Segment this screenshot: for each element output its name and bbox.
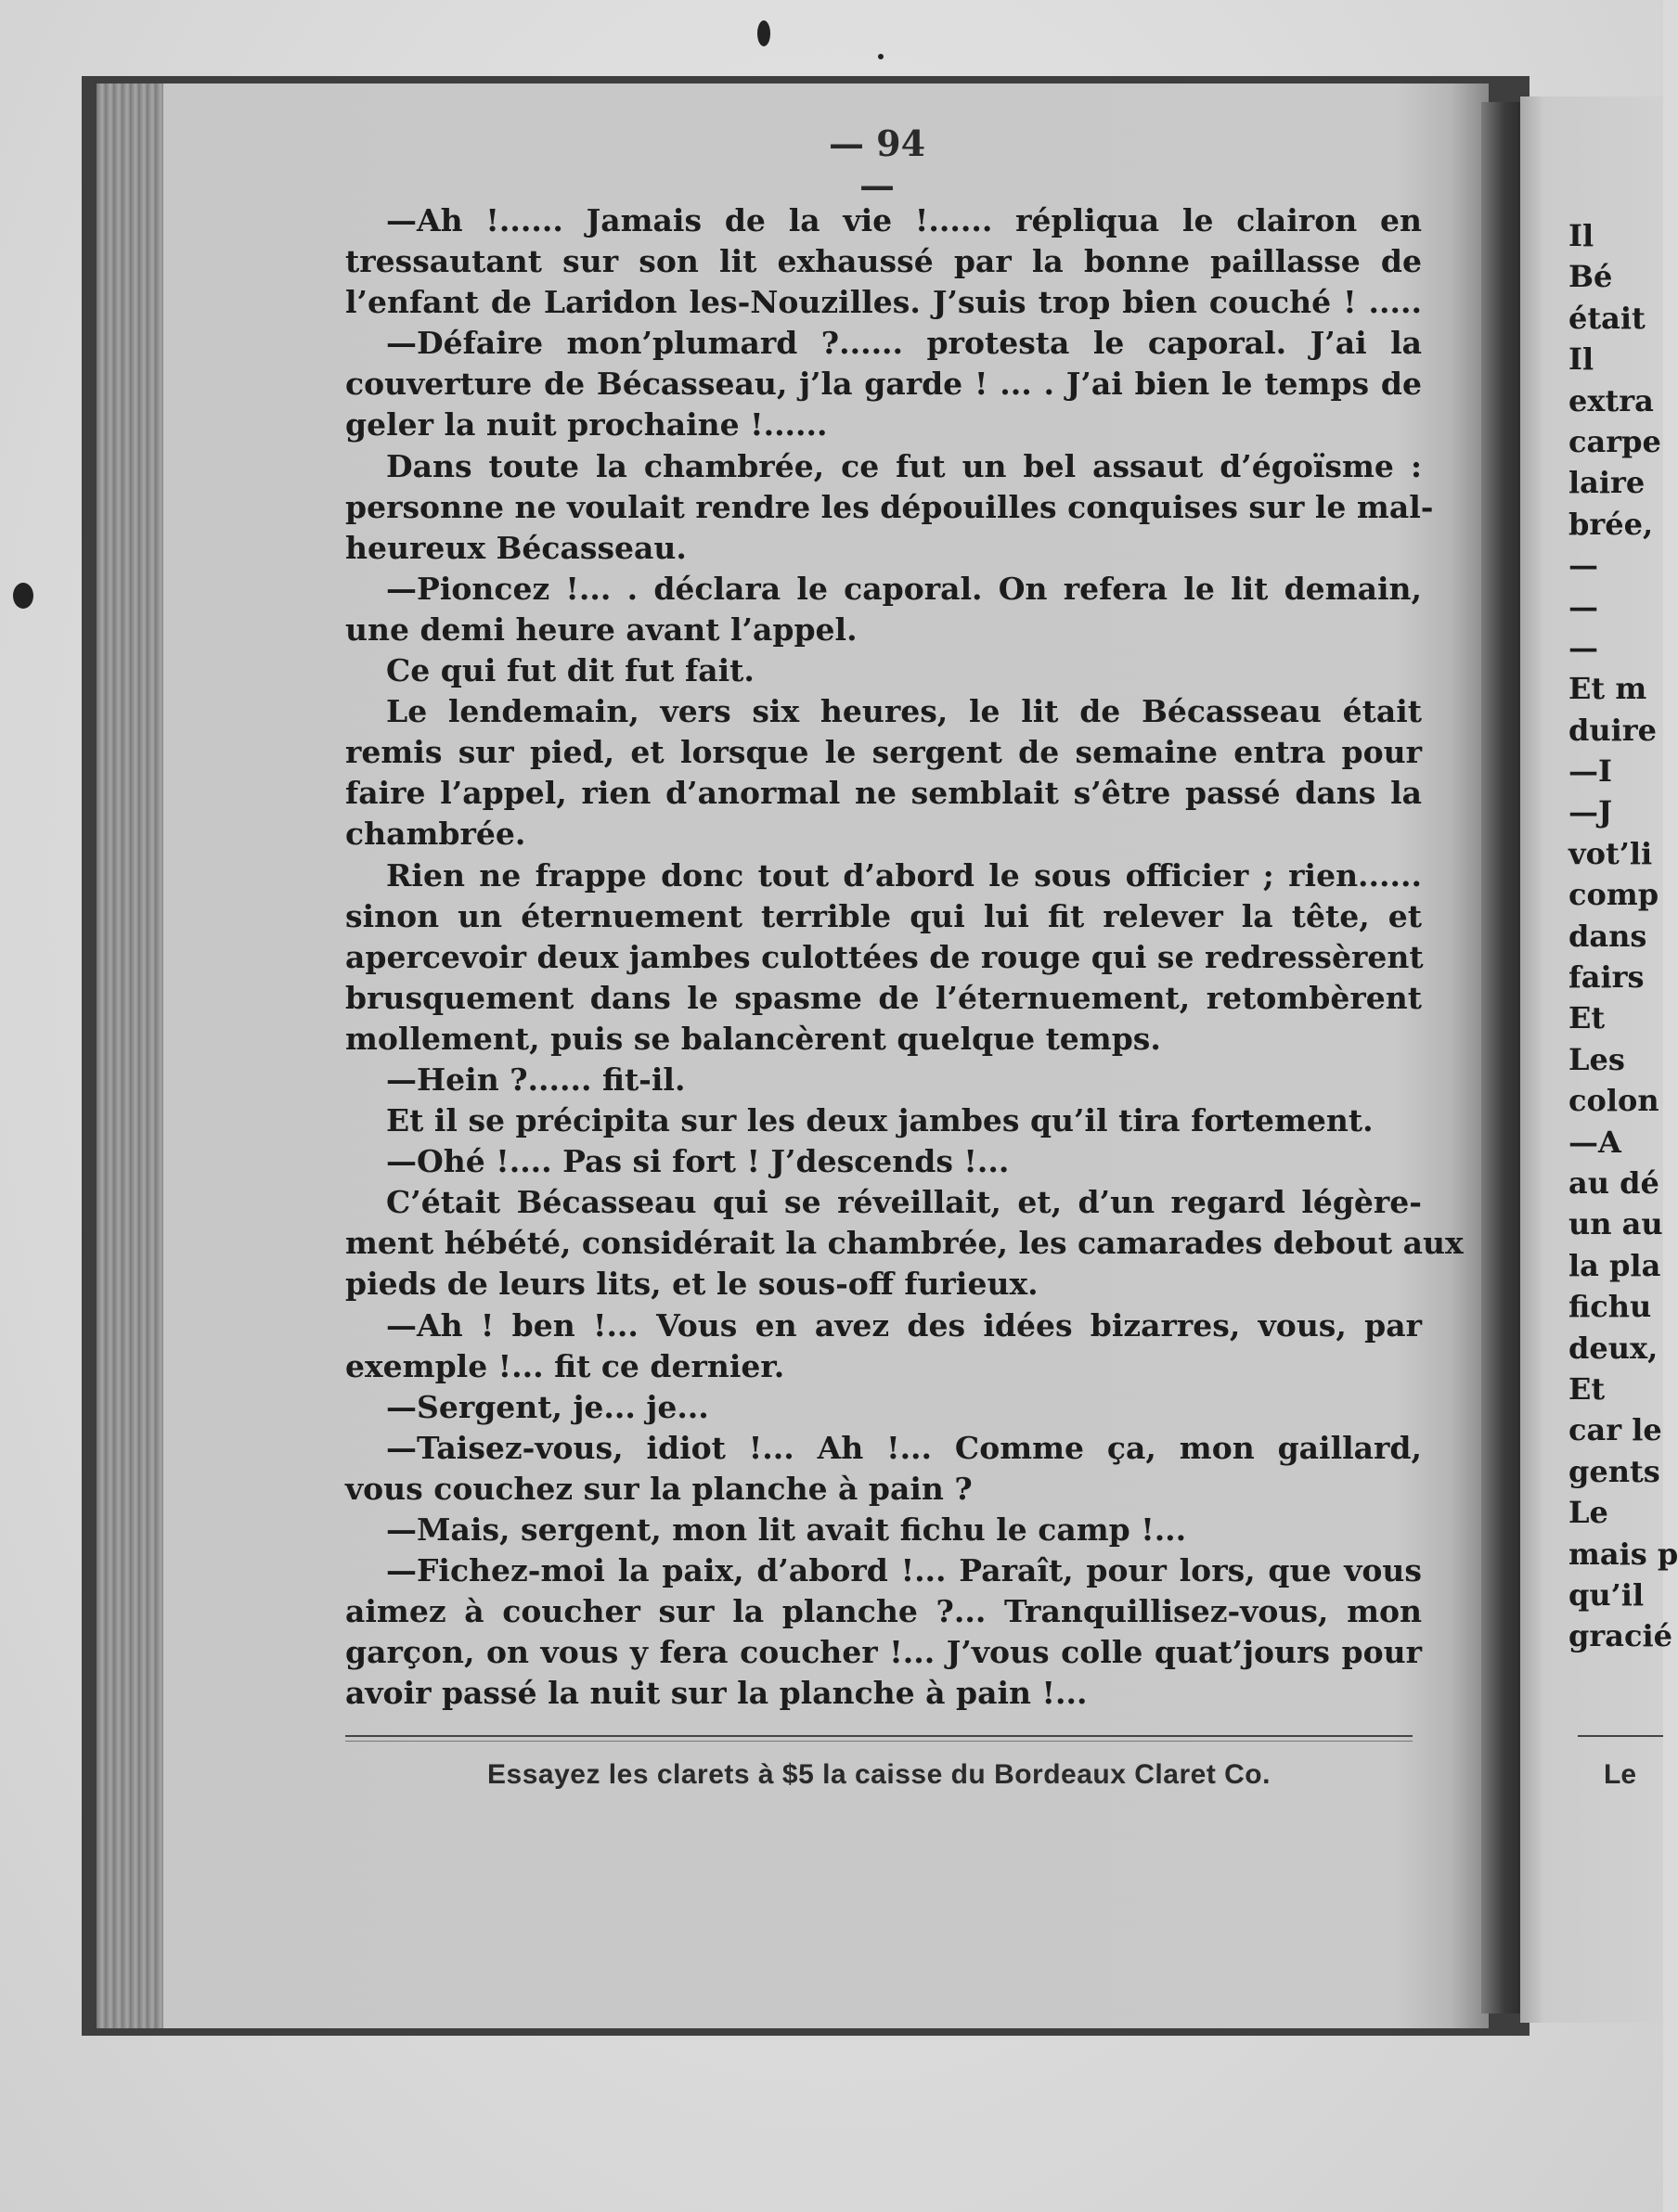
text-line: couverture de Bécasseau, j’la garde ! ... . J’ai bien le temps de xyxy=(345,366,1422,403)
text-line: geler la nuit prochaine !...... xyxy=(345,406,828,444)
right-page-line: un au xyxy=(1568,1206,1663,1242)
scan-speck xyxy=(878,54,884,59)
right-page-line: — xyxy=(1568,588,1598,624)
right-page-line: deux, xyxy=(1568,1330,1659,1366)
text-line: exemple !... fit ce dernier. xyxy=(345,1347,785,1384)
text-line: C’était Bécasseau qui se réveillait, et, d’un regard légère- xyxy=(386,1184,1422,1221)
right-page-line: Les xyxy=(1568,1041,1625,1077)
right-page-line: qu’il xyxy=(1568,1576,1645,1613)
right-page-line: au dé xyxy=(1568,1164,1659,1201)
text-line: heureux Bécasseau. xyxy=(345,529,687,566)
text-line: aimez à coucher sur la planche ?... Tranquillisez-vous, mon xyxy=(345,1593,1422,1630)
right-page-line: — xyxy=(1568,547,1598,584)
right-page-line: —I xyxy=(1568,753,1612,790)
right-page-line: carpe xyxy=(1568,423,1661,459)
text-line: —Taisez-vous, idiot !... Ah !... Comme ça, mon gaillard, xyxy=(386,1429,1422,1466)
text-line: chambrée. xyxy=(345,816,526,853)
advertisement-footer: Essayez les clarets à $5 la caisse du Bordeaux Claret Co. xyxy=(487,1759,1271,1790)
right-page-line: dans xyxy=(1568,918,1647,954)
text-line: Rien ne frappe donc tout d’abord le sous officier ; rien...... xyxy=(386,856,1422,894)
text-line: ment hébété, considérait la chambrée, les camarades debout aux xyxy=(345,1225,1464,1262)
right-page-line: Et xyxy=(1568,1370,1606,1407)
text-line: —Ah !...... Jamais de la vie !...... répliqua le clairon en xyxy=(386,202,1422,238)
right-page-line: —J xyxy=(1568,794,1613,830)
right-page-line: fichu xyxy=(1568,1289,1652,1325)
right-page-line: laire xyxy=(1568,465,1646,501)
text-line: brusquement dans le spasme de l’éternuement, retombèrent xyxy=(345,979,1422,1016)
text-line: —Ah ! ben !... Vous en avez des idées bizarres, vous, par xyxy=(386,1306,1422,1344)
text-line: une demi heure avant l’appel. xyxy=(345,611,858,648)
text-line: tressautant sur son lit exhaussé par la bonne paillasse de xyxy=(345,243,1422,280)
right-page-line: Il xyxy=(1568,341,1594,378)
text-line: —Sergent, je... je... xyxy=(386,1388,709,1425)
text-line: vous couchez sur la planche à pain ? xyxy=(345,1470,973,1507)
right-page-line: fairs xyxy=(1568,959,1645,996)
text-line: personne ne voulait rendre les dépouilles conquises sur le mal- xyxy=(345,488,1434,525)
text-line: Ce qui fut dit fut fait. xyxy=(386,652,755,689)
right-page-line: car le xyxy=(1568,1412,1662,1448)
text-line: —Hein ?...... fit-il. xyxy=(386,1061,686,1098)
page-stack-edge xyxy=(97,84,163,2028)
scan-speck xyxy=(13,583,33,609)
scan-speck xyxy=(757,20,770,46)
right-footer-rule xyxy=(1578,1735,1663,1737)
page-number: — 94 — xyxy=(828,122,926,206)
right-page-line: mais p xyxy=(1568,1536,1678,1572)
text-line: Le lendemain, vers six heures, le lit de Bécasseau était xyxy=(386,693,1422,730)
right-page-line: était xyxy=(1568,300,1646,336)
text-line: mollement, puis se balancèrent quelque temps. xyxy=(345,1020,1161,1057)
right-page-line: vot’li xyxy=(1568,835,1653,871)
text-line: l’enfant de Laridon les-Nouzilles. J’suis trop bien couché ! ..... xyxy=(345,284,1422,321)
text-line: —Ohé !.... Pas si fort ! J’descends !... xyxy=(386,1143,1010,1180)
right-page-line: Le xyxy=(1568,1495,1608,1531)
right-page-line: colon xyxy=(1568,1083,1659,1119)
footer-rule-thin xyxy=(345,1741,1413,1742)
text-line: faire l’appel, rien d’anormal ne semblait s’être passé dans la xyxy=(345,775,1422,812)
right-page-line: extra xyxy=(1568,382,1654,418)
book-gutter xyxy=(1481,102,1520,2013)
text-line: —Pioncez !... . déclara le caporal. On refera le lit demain, xyxy=(386,570,1422,607)
right-page-line: la pla xyxy=(1568,1247,1661,1283)
right-page-line: Et xyxy=(1568,1000,1606,1036)
right-page-line: —A xyxy=(1568,1124,1621,1160)
text-line: garçon, on vous y fera coucher !... J’vous colle quat’jours pour xyxy=(345,1634,1422,1671)
text-line: pieds de leurs lits, et le sous-off furieux. xyxy=(345,1266,1039,1303)
body-text xyxy=(345,200,1464,1714)
text-line: —Défaire mon’plumard ?...... protesta le caporal. J’ai la xyxy=(386,325,1422,362)
right-page-text-fragment xyxy=(1568,215,1678,1657)
right-page-line: gracié xyxy=(1568,1618,1672,1654)
text-line: —Fichez-moi la paix, d’abord !... Paraît, pour lors, que vous xyxy=(386,1552,1422,1589)
right-page-line: duire xyxy=(1568,712,1658,748)
text-line: avoir passé la nuit sur la planche à pain !... xyxy=(345,1675,1088,1712)
right-page-line: brée, xyxy=(1568,506,1654,542)
footer-rule xyxy=(345,1735,1413,1737)
right-advertisement-fragment: Le xyxy=(1604,1759,1637,1790)
text-line: —Mais, sergent, mon lit avait fichu le camp !... xyxy=(386,1511,1187,1548)
right-page-line: Il xyxy=(1568,218,1594,253)
right-page-line: gents xyxy=(1568,1453,1660,1489)
right-page-line: — xyxy=(1568,629,1598,665)
text-line: Et il se précipita sur les deux jambes qu’il tira fortement. xyxy=(386,1102,1374,1139)
right-page-line: comp xyxy=(1568,877,1659,913)
text-line: apercevoir deux jambes culottées de rouge qui se redressèrent xyxy=(345,938,1424,975)
right-page-line: Et m xyxy=(1568,671,1647,707)
text-line: Dans toute la chambrée, ce fut un bel assaut d’égoïsme : xyxy=(386,447,1422,484)
right-page-line: Bé xyxy=(1568,259,1613,295)
text-line: remis sur pied, et lorsque le sergent de semaine entra pour xyxy=(345,734,1422,771)
text-line: sinon un éternuement terrible qui lui fit relever la tête, et xyxy=(345,897,1422,934)
